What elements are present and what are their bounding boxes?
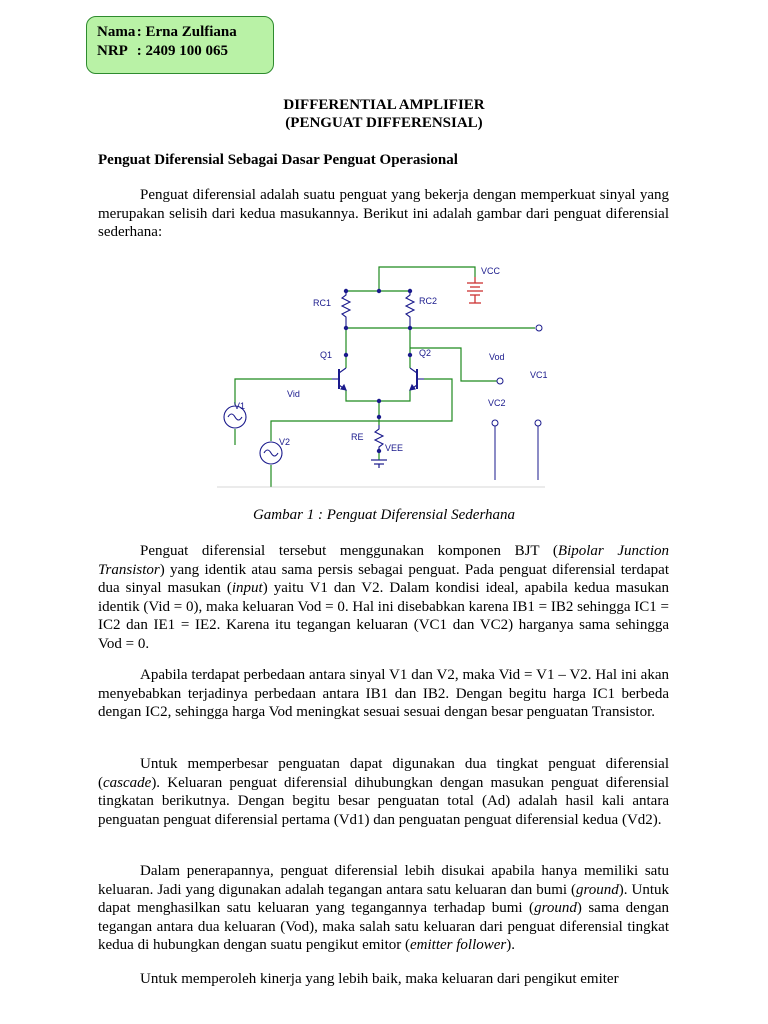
label-q1: Q1 <box>320 350 333 360</box>
probe-terminal-icon <box>535 420 541 426</box>
q2-transistor-icon <box>410 368 424 390</box>
author-info-box <box>86 16 274 74</box>
label-q2: Q2 <box>419 348 432 358</box>
vod-terminal-icon <box>497 378 503 384</box>
p1-text-e: ) yaitu V1 dan V2. Dalam kondisi ideal, apabila kedua masukan identik (Vid = 0), maka keluaran Vod = 0. Hal ini disebabkan karena IB1 = IB2 sehingga IC1 = IC2 dan IE1 = IE2. Karena itu tegangan keluaran (VC1 dan VC2) harganya sama sehingga Vod = 0. <box>98 580 669 652</box>
rc2-resistor-icon <box>406 291 414 328</box>
p4-text-g: ). <box>506 937 516 954</box>
label-vc1: VC1 <box>530 370 548 380</box>
author-name: : Erna Zulfiana <box>136 24 237 40</box>
section-heading: Penguat Diferensial Sebagai Dasar Penguat Operasional <box>98 152 458 168</box>
circuit-node-dots <box>344 289 412 453</box>
vc2-terminal-icon <box>492 420 498 426</box>
rc1-resistor-icon <box>342 291 350 328</box>
p3-text-a: Untuk memperbesar penguatan dapat digunakan dua tingkat penguat diferensial ( <box>98 756 669 791</box>
document-title: DIFFERENTIAL AMPLIFIER <box>283 97 485 113</box>
figure-caption: Gambar 1 : Penguat Diferensial Sederhana <box>252 507 516 523</box>
vee-battery-icon <box>371 460 387 468</box>
paragraph-cascade <box>98 755 669 829</box>
nrp-label: NRP <box>97 43 128 59</box>
re-resistor-icon <box>375 425 383 451</box>
differential-amplifier-circuit <box>205 255 565 491</box>
p1-italic-input: input <box>231 580 263 597</box>
label-rc1: RC1 <box>313 298 332 308</box>
author-name-line <box>97 23 263 42</box>
label-v2: V2 <box>279 437 291 447</box>
vc1-terminal-icon <box>536 325 542 331</box>
label-vid: Vid <box>287 389 300 399</box>
p1-italic-bjt: Bipolar Junction Transistor <box>98 543 669 578</box>
label-v1: V1 <box>234 401 246 411</box>
label-vee: VEE <box>385 443 404 453</box>
label-vcc: VCC <box>481 266 501 276</box>
paragraph-bjt <box>98 542 669 654</box>
p3-italic-cascade: cascade <box>103 774 152 791</box>
paragraph-vid: Apabila terdapat perbedaan antara sinyal V1 dan V2, maka Vid = V1 – V2. Hal ini akan menyebabkan terjadinya perbedaan antara IB1 dan IB2. Dengan begitu harga IC1 berbeda dengan IC2, sehingga harga Vod meningkat sesuai sesuai dengan besar penguatan Transistor. <box>98 667 669 721</box>
p4-italic-emitter-follower: emitter follower <box>410 937 507 954</box>
p4-text-a: Dalam penerapannya, penguat diferensial lebih disukai apabila hanya memiliki satu keluaran. Jadi yang digunakan adalah tegangan antara satu keluaran dan bumi ( <box>98 863 669 898</box>
paragraph-emitter: Untuk memperoleh kinerja yang lebih baik, maka keluaran dari pengikut emiter <box>140 971 619 987</box>
p4-text-e: ) sama dengan tegangan antara dua keluaran (Vod), maka salah satu keluaran dari penguat diferensial tingkat kedua di hubungkan dengan suatu pengikut emitor ( <box>98 900 669 954</box>
author-nrp: : 2409 100 065 <box>136 43 228 59</box>
author-nrp-line <box>97 42 263 61</box>
p4-italic-ground-1: ground <box>576 881 619 898</box>
vcc-battery-icon <box>467 277 483 303</box>
document-subtitle: (PENGUAT DIFFERENSIAL) <box>285 115 483 131</box>
intro-paragraph: Penguat diferensial adalah suatu penguat yang bekerja dengan memperkuat sinyal yang merupakan selisih dari kedua masukannya. Berikut ini adalah gambar dari penguat diferensial sederhana: <box>98 187 669 241</box>
p3-text-c: ). Keluaran penguat diferensial dihubungkan dengan masukan penguat diferensial tingkatan berikutnya. Dengan begitu besar penguatan total (Ad) adalah hasil kali antara penguatan penguat diferensial pertama (Vd1) dan penguatan penguat diferensial kedua (Vd2). <box>98 774 669 828</box>
q1-transistor-icon <box>332 368 346 390</box>
paragraph-ground <box>98 862 669 955</box>
p1-text-c: ) yang identik atau sama persis sebagai penguat. Pada penguat diferensial terdapat dua sinyal masukan ( <box>98 561 669 597</box>
p4-text-c: ). Untuk dapat menghasilkan satu keluaran yang tegangannya terhadap bumi ( <box>98 881 669 917</box>
label-rc2: RC2 <box>419 296 438 306</box>
label-re: RE <box>351 432 364 442</box>
label-vc2: VC2 <box>488 398 506 408</box>
p1-text-a: Penguat diferensial tersebut menggunakan komponen BJT ( <box>140 543 558 559</box>
circuit-wires <box>217 267 545 487</box>
p4-italic-ground-2: ground <box>534 900 577 917</box>
label-vod: Vod <box>489 352 505 362</box>
nama-label: Nama <box>97 24 136 40</box>
